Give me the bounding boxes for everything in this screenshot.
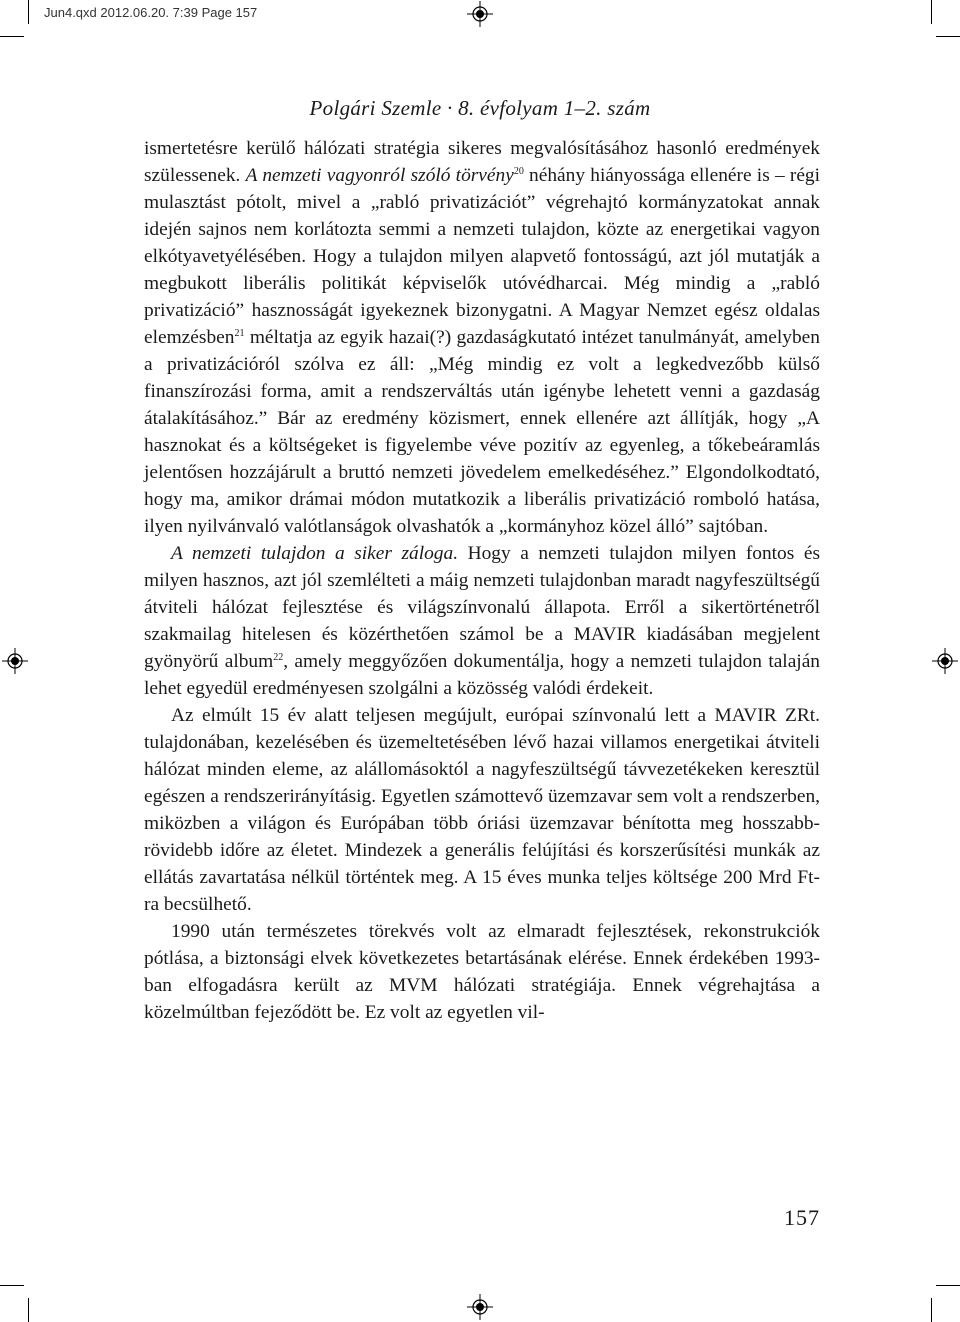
registration-mark-icon [467, 1294, 493, 1320]
article-body [144, 135, 820, 1026]
footnote-ref: 22 [273, 652, 284, 663]
section-lead: A nemzeti tulajdon a siker záloga. [171, 543, 459, 564]
footnote-ref: 21 [234, 328, 245, 339]
page-number: 157 [784, 1205, 820, 1230]
footnote-ref: 20 [513, 166, 524, 177]
registration-mark-icon [2, 648, 28, 674]
registration-mark-icon [467, 1, 493, 27]
paragraph: ismertetésre kerülő hálózati stratégia sikeres megvalósításához hasonló eredmények szülessenek. A nemzeti vagyonról szóló törvény$^{20}$ néhány hiányossága ellenére is – régi mulasztást pótolt, mivel a „rabló privatizációt” végrehajtó kormányzatokat annak idején sajnos nem korlátozta semmi a nemzeti tulajdon, közte az energetikai vagyon elkótyavetyélésében. Hogy a tulajdon milyen alapvető fontosságú, azt jól mutatják a megbukott liberális politikát képviselők utóvédharcai. Még mindig a „rabló privatizáció” hasznosságát igyekeznek bizonygatni. A Magyar Nemzet egész oldalas elemzésben$^{21}$ méltatja az egyik hazai(?) gazdaságkutató intézet tanulmányát, amelyben a privatizációról szólva ez áll: „Még mindig ez volt a legkedvezőbb külső finanszírozási forma, amit a rendszerváltás után igénybe lehetett venni a gazdaság átalakításához.” Bár az eredmény közismert, ennek ellenére azt állítják, hogy „A hasznokat és a költségeket is figyelembe véve pozitív az egyenleg, a tőkebeáramlás jelentősen hozzájárult a bruttó nemzeti jövedelem emelkedéséhez.” Elgondolkodtató, hogy ma, amikor drámai módon mutatkozik a liberális privatizáció romboló hatása, ilyen nyilvánvaló valótlanságok olvashatók a „kormányhoz közel álló” sajtóban. [144, 138, 821, 537]
paragraph: 1990 után természetes törekvés volt az elmaradt fejlesztések, rekonstrukciók pótlása, a biztonsági elvek következetes betartásának elérése. Ennek érdekében 1993-ban elfogadásra került az MVM hálózati stratégiája. Ennek végrehajtása a közelmúltban fejeződött be. Ez volt az egyetlen vil- [144, 921, 820, 1023]
running-head: Polgári Szemle · 8. évfolyam 1–2. szám [309, 96, 651, 120]
print-slug: Jun4.qxd 2012.06.20. 7:39 Page 157 [44, 5, 258, 20]
paragraph: A nemzeti tulajdon a siker záloga. Hogy a nemzeti tulajdon milyen fontos és milyen hasznos, azt jól szemlélteti a máig nemzeti tulajdonban maradt nagyfeszültségű átviteli hálózat fejlesztése és világszínvonalú állapota. Erről a sikertörténetről szakmailag hitelesen és közérthetően számol be a MAVIR kiadásában megjelent gyönyörű album$^{22}$, amely meggyőzően dokumentálja, hogy a nemzeti tulajdon talaján lehet egyedül eredményesen szolgálni a közösség valódi érdekeit. [144, 543, 820, 699]
paragraph: Az elmúlt 15 év alatt teljesen megújult, európai színvonalú lett a MAVIR ZRt. tulajdonában, kezelésében és üzemeltetésében lévő hazai villamos energetikai átviteli hálózat minden eleme, az alállomásoktól a nagyfeszültségű távvezetékeken keresztül egészen a rendszerirányításig. Egyetlen számottevő üzemzavar sem volt a rendszerben, miközben a világon és Európában több óriási üzemzavar bénította meg hosszabb-rövidebb időre az életet. Mindezek a generális felújítási és korszerűsítési munkák az ellátás zavartatása nélkül történtek meg. A 15 éves munka teljes költsége 200 Mrd Ft-ra becsülhető. [144, 705, 820, 915]
italic-title: A nemzeti vagyonról szóló törvény [245, 165, 514, 186]
registration-mark-icon [932, 648, 958, 674]
